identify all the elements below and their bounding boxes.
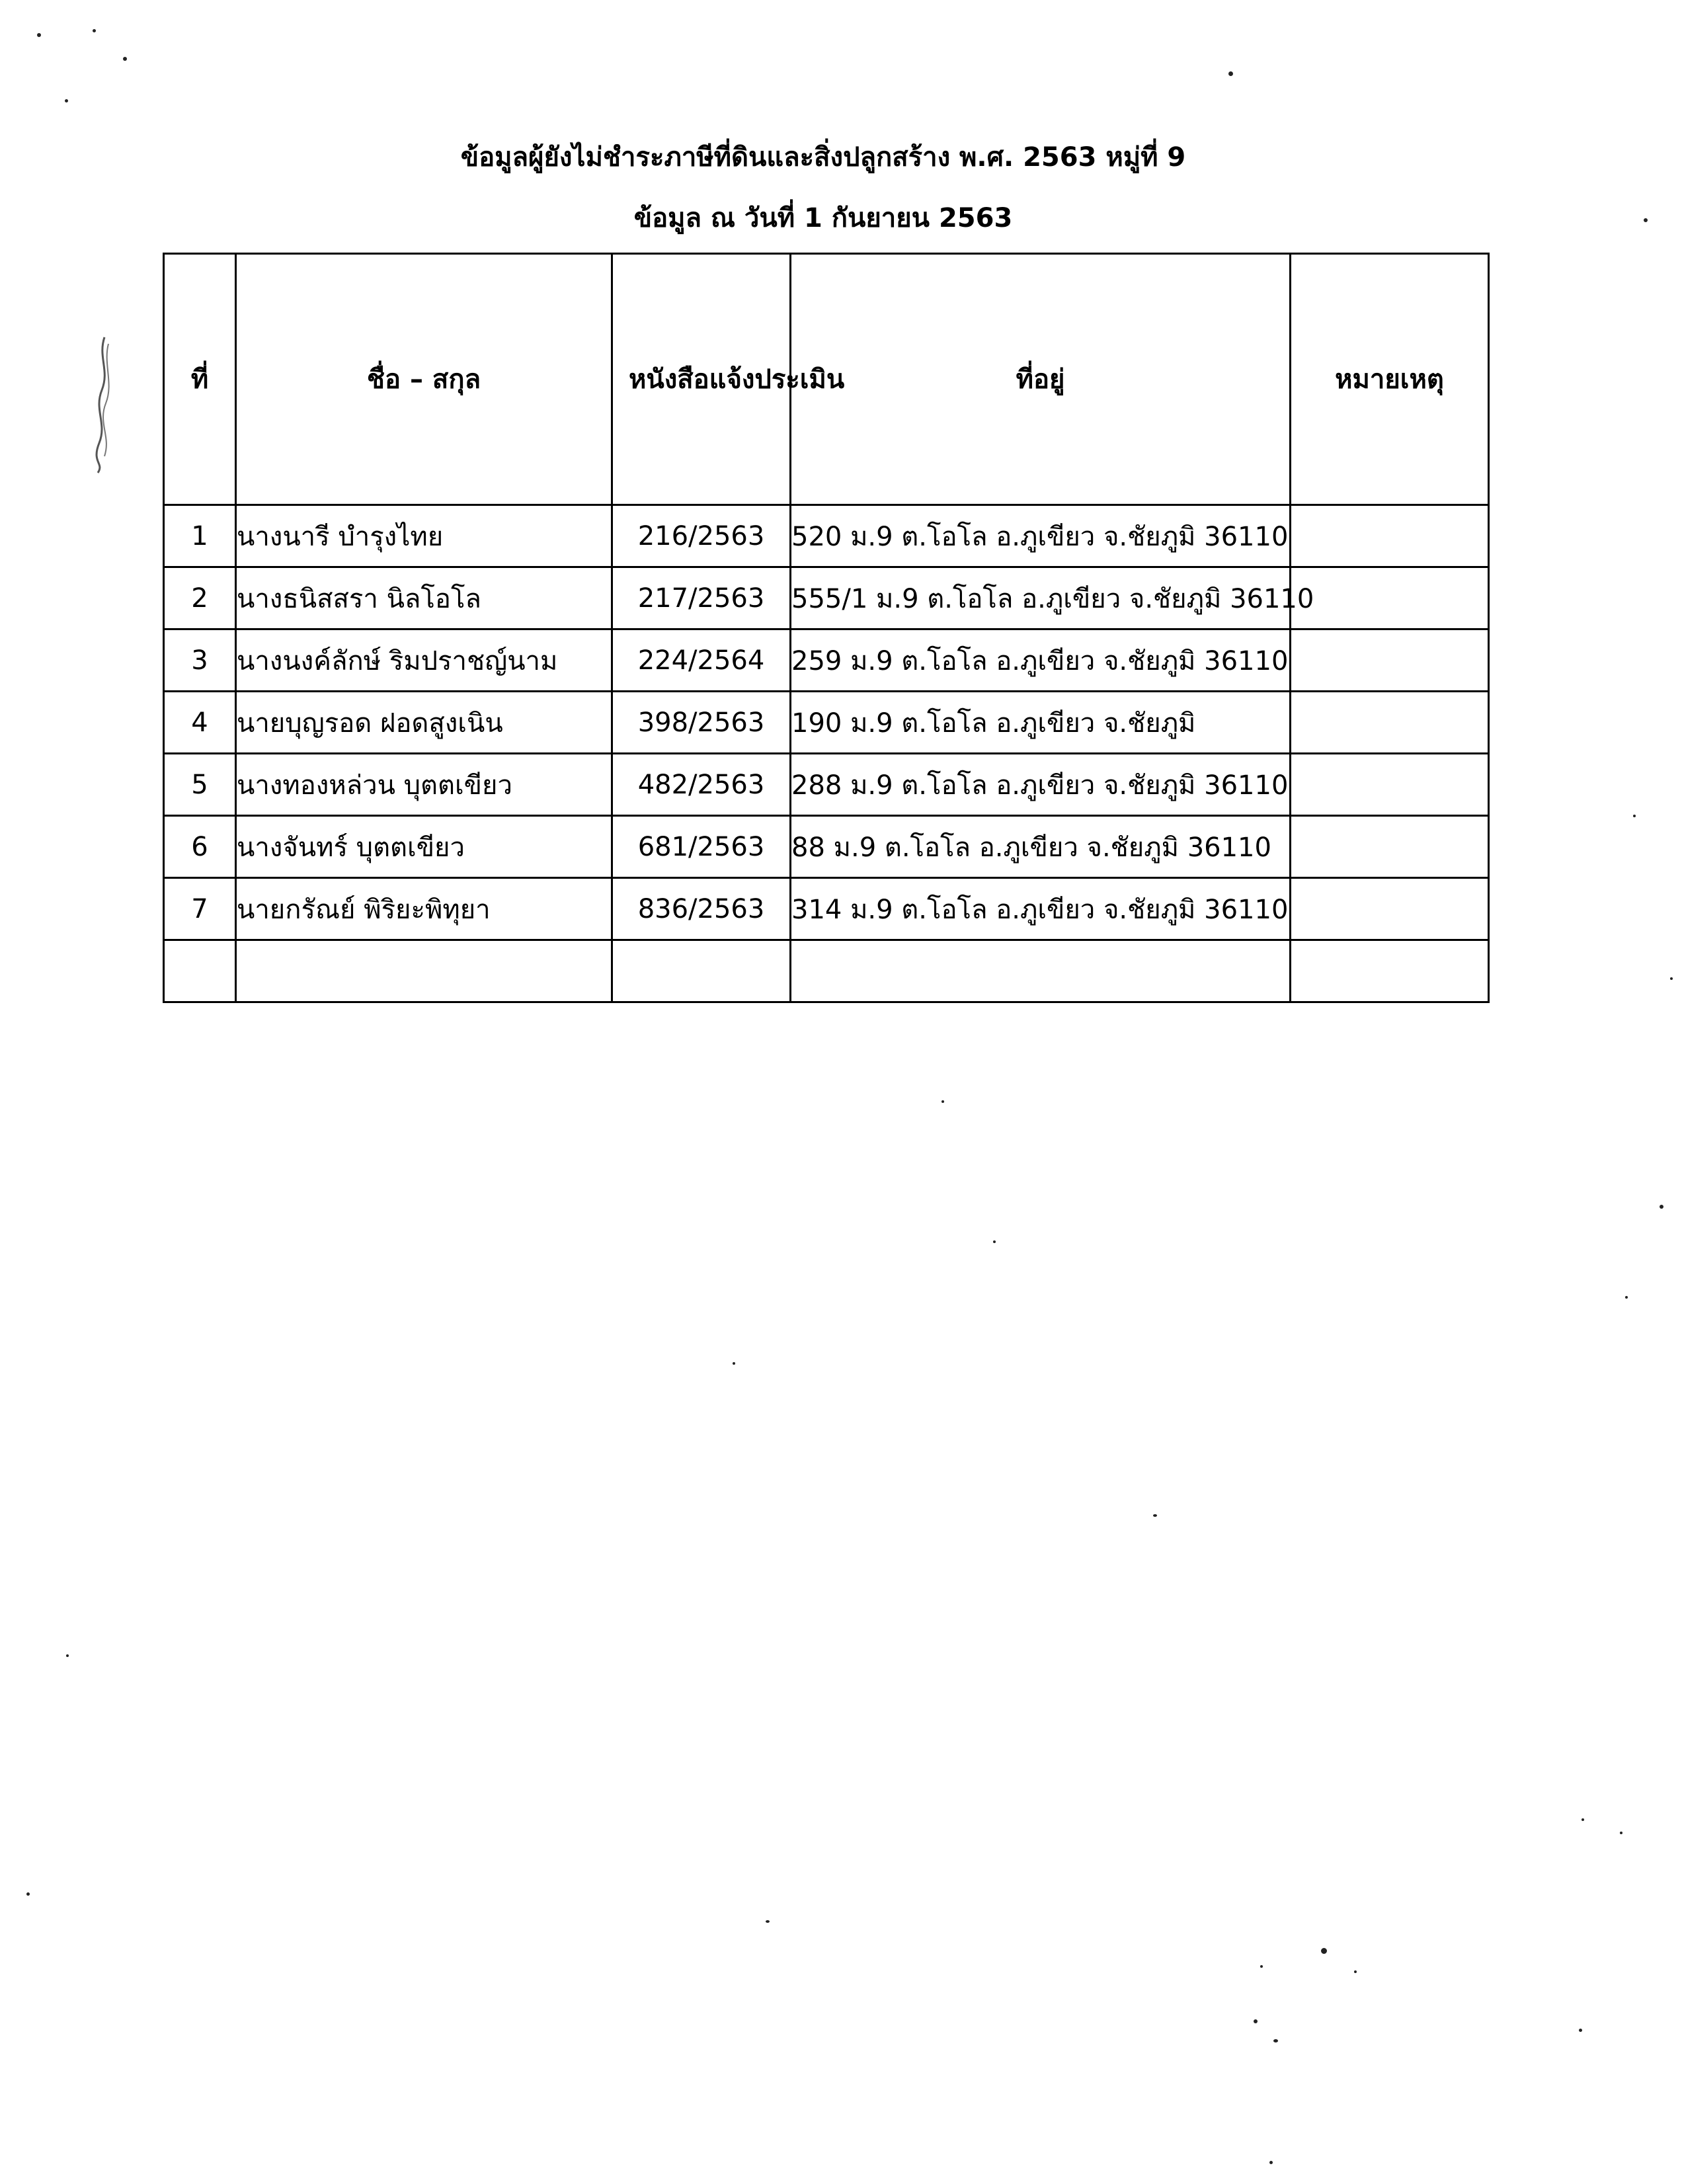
scan-speck (37, 33, 41, 37)
cell-no: 3 (164, 629, 236, 692)
scan-speck (993, 1240, 996, 1243)
scan-speck (733, 1362, 735, 1365)
scan-speck (123, 57, 127, 61)
cell-remark (1291, 692, 1489, 754)
table-row (164, 754, 1489, 816)
scan-speck (1620, 1832, 1622, 1834)
scan-speck (1670, 977, 1673, 980)
table-row (164, 692, 1489, 754)
scan-speck (1260, 1965, 1263, 1968)
cell-remark (1291, 940, 1489, 1002)
cell-assessment: 836/2563 (612, 878, 791, 940)
cell-name: นางธนิสสรา นิลโอโล (236, 567, 612, 629)
table-header-row (164, 254, 1489, 505)
scan-speck (1625, 1296, 1628, 1299)
cell-address: 190 ม.9 ต.โอโล อ.ภูเขียว จ.ชัยภูมิ (791, 692, 1291, 754)
cell-remark (1291, 816, 1489, 878)
scan-speck (1582, 1818, 1584, 1821)
scan-speck (66, 1654, 69, 1657)
header-assessment: หนังสือแจ้งประเมิน (612, 254, 791, 505)
scan-speck (1321, 1948, 1327, 1954)
cell-no: 7 (164, 878, 236, 940)
document-title: ข้อมูลผู้ยังไม่ชำระภาษีที่ดินและสิ่งปลูกสร้าง พ.ศ. 2563 หมู่ที่ 9 (460, 142, 1186, 173)
cell-name: นางนงค์ลักษ์ ริมปราชญ์นาม (236, 629, 612, 692)
cell-no: 5 (164, 754, 236, 816)
scan-speck (1579, 2029, 1582, 2032)
cell-address: 288 ม.9 ต.โอโล อ.ภูเขียว จ.ชัยภูมิ 36110 (791, 754, 1291, 816)
cell-name: นายกรัณย์ พิริยะพิทุยา (236, 878, 612, 940)
scan-speck (1254, 2019, 1258, 2023)
cell-address: 314 ม.9 ต.โอโล อ.ภูเขียว จ.ชัยภูมิ 36110 (791, 878, 1291, 940)
unpaid-tax-table (163, 253, 1490, 1003)
header-address: ที่อยู่ (791, 254, 1291, 505)
margin-scribble-mark (85, 331, 124, 476)
cell-address: 555/1 ม.9 ต.โอโล อ.ภูเขียว จ.ชัยภูมิ 36110 (791, 567, 1291, 629)
cell-remark (1291, 567, 1489, 629)
header-no: ที่ (164, 254, 236, 505)
table-row (164, 567, 1489, 629)
scan-speck (1273, 2039, 1278, 2042)
cell-name (236, 940, 612, 1002)
scan-speck (93, 29, 96, 32)
scan-speck (1228, 71, 1233, 76)
scan-speck (1644, 218, 1648, 222)
header-remark: หมายเหตุ (1291, 254, 1489, 505)
scan-speck (1269, 2161, 1273, 2164)
cell-no: 4 (164, 692, 236, 754)
cell-assessment (612, 940, 791, 1002)
document-subtitle-date: ข้อมูล ณ วันที่ 1 กันยายน 2563 (633, 203, 1013, 233)
table-row (164, 505, 1489, 567)
cell-assessment: 216/2563 (612, 505, 791, 567)
cell-assessment: 681/2563 (612, 816, 791, 878)
cell-assessment: 482/2563 (612, 754, 791, 816)
scan-speck (26, 1892, 30, 1896)
scan-speck (1660, 1205, 1663, 1209)
scan-speck (1633, 815, 1636, 817)
table-row (164, 629, 1489, 692)
cell-address: 520 ม.9 ต.โอโล อ.ภูเขียว จ.ชัยภูมิ 36110 (791, 505, 1291, 567)
cell-address: 259 ม.9 ต.โอโล อ.ภูเขียว จ.ชัยภูมิ 36110 (791, 629, 1291, 692)
cell-no: 6 (164, 816, 236, 878)
scan-speck (766, 1920, 770, 1923)
cell-remark (1291, 505, 1489, 567)
cell-address (791, 940, 1291, 1002)
cell-address: 88 ม.9 ต.โอโล อ.ภูเขียว จ.ชัยภูมิ 36110 (791, 816, 1291, 878)
cell-remark (1291, 878, 1489, 940)
cell-name: นางทองหล่วน บุตตเขียว (236, 754, 612, 816)
cell-remark (1291, 629, 1489, 692)
table-row (164, 816, 1489, 878)
cell-assessment: 217/2563 (612, 567, 791, 629)
cell-name: นางนารี บำรุงไทย (236, 505, 612, 567)
scan-speck (65, 99, 68, 102)
scan-speck (941, 1100, 944, 1103)
header-name: ชื่อ – สกุล (236, 254, 612, 505)
scan-speck (1153, 1514, 1157, 1517)
table-row (164, 878, 1489, 940)
cell-assessment: 224/2564 (612, 629, 791, 692)
cell-remark (1291, 754, 1489, 816)
cell-assessment: 398/2563 (612, 692, 791, 754)
cell-name: นายบุญรอด ฝอดสูงเนิน (236, 692, 612, 754)
scan-speck (1354, 1970, 1357, 1973)
cell-no: 2 (164, 567, 236, 629)
cell-no (164, 940, 236, 1002)
cell-name: นางจันทร์ บุตตเขียว (236, 816, 612, 878)
table-row-empty (164, 940, 1489, 1002)
cell-no: 1 (164, 505, 236, 567)
